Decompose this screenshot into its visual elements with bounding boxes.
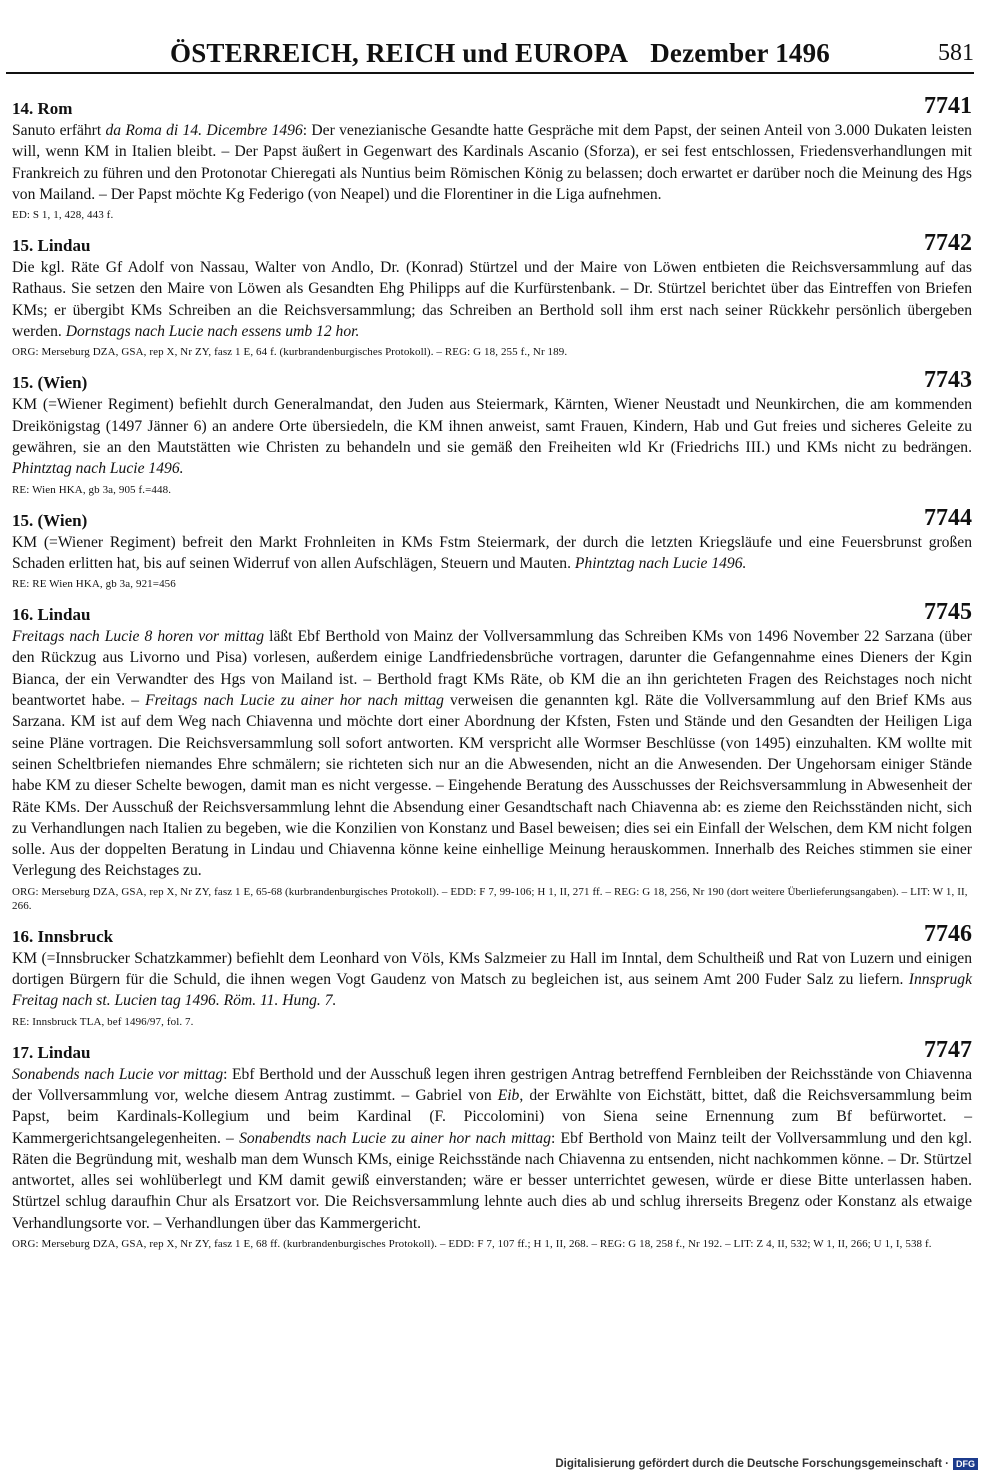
running-title <box>170 38 830 69</box>
entry-text-main: : Ebf Berthold und der Ausschuß legen ihren gestrigen Antrag betreffend Fernbleiben der Reichsstände von Chiavenna der Vollversammlung vor, welche diesem Antrag zustimmt. – Gabriel von <box>12 1065 972 1104</box>
entry-number: 7743 <box>924 367 972 394</box>
entry-7744 <box>12 504 972 592</box>
header-rule <box>6 72 974 74</box>
header-title: ÖSTERREICH, REICH und EUROPA <box>170 38 629 68</box>
entry-7743 <box>12 367 972 496</box>
entry-date: 16. Lindau <box>12 605 91 625</box>
entry-7746 <box>12 920 972 1029</box>
entry-7742 <box>12 230 972 359</box>
entry-source: RE: Innsbruck TLA, bef 1496/97, fol. 7. <box>12 1015 194 1028</box>
entry-date-phrase-2: Sonabendts nach Lucie zu ainer hor nach mittag <box>239 1129 552 1147</box>
entry-date-phrase: Phintztag nach Lucie 1496. <box>574 554 747 572</box>
entry-7747 <box>12 1036 973 1251</box>
entry-text-main: : Der venezianische Gesandte hatte Gespräche mit dem Papst, der seinen Anteil von 3.000 Dukaten leisten will, wenn KM in Italien bleibt. – Der Papst äußert in Gegenwart des Kardinals Ascanio (Sforza), er sei fest entschlossen, Friedensverhandlungen mit Frankreich zu führen und den Protonotar Chieregati als Nuntius beim Römischen König zu belassen; doch erwartet er darüber noch die Meinung des Hgs von Mailand. – Der Papst möchte Kg Federigo (von Neapel) und die Florentiner in die Liga aufnehmen. <box>12 122 972 203</box>
entry-date: 14. Rom <box>12 99 73 118</box>
entry-date-phrase: da Roma di 14. Dicembre 1496 <box>105 122 303 139</box>
entry-text <box>12 394 972 479</box>
entry-date: 16. Innsbruck <box>12 926 114 946</box>
entry-text-main: KM (=Wiener Regiment) befiehlt durch Generalmandat, den Juden aus Steiermark, Kärnten, Wiener Neustadt und Neunkirchen, die am kommenden Dreikönigstag (1497 Jänner 6) an andere Orte übersiedeln, die KM ihnen anweist, samt Frauen, Kindern, Hab und Gut freies und sicheres Geleite zu gewähren, sie an den Mautstätten wie Christen zu behandeln und sie gemäß den Freiheiten wld Kr (Friedrichs III.) und KMs nicht zu bedrängen. <box>12 396 972 456</box>
entry-source: RE: RE Wien HKA, gb 3a, 921=456 <box>12 578 176 591</box>
entry-text-cont: verweisen die genannten kgl. Räte die Vollversammlung auf den Brief KMs aus Sarzana. KM ist auf dem Weg nach Chiavenna und möchte dort einer Abordnung der Kfsten, Fsten und Stände und den Gesandten der Heiligen Liga seine Pläne vortragen. Die Reichsversammlung soll sofort antworten. KM verspricht alle Wormser Beschlüsse (von 1495) einzuhalten. KM wollte mit seinen Scheltbriefen niemandes Ehre schmälern; sie richteten sich nur an die Abwesenden, nicht an die Anwesenden. Der Ungehorsam einiger Stände habe KM zu dieser Schelte bewogen, damit man es nicht vergesse. – Eingehende Beratung des Ausschusses der Reichsversammlung in Abwesenheit der Räte KMs. Der Ausschuß der Reichsversammlung lehnt die Absendung einer Gesandtschaft nach Chiavenna ab: es zieme den Reichsständen nicht, sich zu Verhandlungen nach Italien zu begeben, wie die Konzilien von Konstanz und Basel beweisen; dies sei ein Einfall der Welschen, dem KM nicht folgen solle. Aus der doppelten Beratung in Lindau und Chiavenna könne keine einhellige Meinung herauskommen. Innerhalb des Reiches stimmen sie einer Verlegung des Reichstages zu. <box>12 692 973 880</box>
entry-date-phrase: Dornstags nach Lucie nach essens umb 12 hor. <box>65 323 360 341</box>
entry-text <box>12 1064 972 1234</box>
entry-number: 7742 <box>924 230 972 257</box>
entry-text-main: KM (=Innsbrucker Schatzkammer) befiehlt dem Leonhard von Völs, KMs Salzmeier zu Hall im Inntal, dem Schultheiß und Rat von Luzern und einigen dortigen Bürgern für die Schuld, die ihnen wegen Vogt Gaudenz von Matsch zu begleichen ist, aus seinem Amt 200 Fuder Salz zu liefern. <box>12 949 972 989</box>
entry-source: ED: S 1, 1, 428, 443 f. <box>12 209 114 222</box>
entries-list <box>12 93 973 1262</box>
entry-text <box>12 257 972 342</box>
entry-date: 17. Lindau <box>12 1042 91 1062</box>
entry-text <box>12 626 972 882</box>
entry-date-phrase: Sonabends nach Lucie vor mittag <box>12 1065 224 1083</box>
entry-date: 15. (Wien) <box>12 510 88 530</box>
entry-text-main: Die kgl. Räte Gf Adolf von Nassau, Walter von Andlo, Dr. (Konrad) Stürtzel und der Maire von Löwen entbieten die Reichsversammlung auf das Rathaus. Sie setzen den Maire von Löwen als Gesandten Ehg Philipps auf die Kurfürstenbank. – Dr. Stürtzel berichtet über das Eintreffen von Briefen KMs; er übergibt KMs Schreiben an die Reichsversammlung; das Schreiben an Berthold soll ihm erst nach seiner Rückkehr persönlich übergeben werden. <box>12 259 972 341</box>
entry-text-cont: , der Erwählte von Eichstätt, bittet, daß die Reichsversammlung beim Papst, beim Kardinals-Kollegium und beim Kardinal (F. Piccolomini) von Siena seine Ernennung zum Bf befürwortet. – Kammergerichtsangelegenheiten. – <box>12 1086 973 1147</box>
entry-number: 7745 <box>924 599 972 626</box>
entry-number: 7744 <box>924 504 972 531</box>
entry-date: 15. (Wien) <box>12 373 88 393</box>
entry-date: 15. Lindau <box>12 236 91 256</box>
entry-date-phrase: Freitags nach Lucie 8 horen vor mittag <box>12 628 265 646</box>
entry-date-phrase: Innsprugk Freitag nach st. Lucien tag 1496. Röm. 11. Hung. 7. <box>12 971 972 1010</box>
entry-text-main: läßt Ebf Berthold von Mainz der Vollversammlung das Schreiben KMs von 1496 November 22 Sarzana (über den Rückzug aus Livorno und Pisa) vorlesen, außerdem einige Landfriedensbrüche vortragen, darunter die Gefangennahme eines Dieners der Kgin Bianca, der ein Verwandter des Hgs von Mailand ist. – Berthold fragt KMs Räte, ob KM die an ihn gerichteten Fragen des Reichstages noch nicht beantwortet habe. – <box>12 628 972 710</box>
entry-text <box>12 120 972 205</box>
entry-source: ORG: Merseburg DZA, GSA, rep X, Nr ZY, fasz 1 E, 68 ff. (kurbrandenburgisches Protokoll). – EDD: F 7, 107 ff.; H 1, II, 268. – REG: G 18, 258 f., Nr 192. – LIT: Z 4, II, 532; W 1, II, 266; U 1, I, 538 f. <box>12 1237 932 1250</box>
entry-number: 7747 <box>924 1036 972 1063</box>
footer-text: Digitalisierung gefördert durch die Deutsche Forschungsgemeinschaft · <box>555 1458 949 1471</box>
entry-7745 <box>12 599 973 913</box>
entry-name-italic: Eib <box>497 1086 520 1104</box>
entry-text-main: KM (=Wiener Regiment) befreit den Markt Frohnleiten in KMs Fstm Steiermark, der durch die letzten Kriegsläufe und eine Feuersbrunst großen Schaden erlitten hat, bis auf seinen Widerruf von allen Aufschlägen, Steuern und Mauten. <box>12 533 972 572</box>
entry-date-phrase: Phintztag nach Lucie 1496. <box>12 460 184 478</box>
entry-text <box>12 532 972 575</box>
dfg-logo: DFG <box>953 1458 978 1470</box>
entry-source: ORG: Merseburg DZA, GSA, rep X, Nr ZY, fasz 1 E, 65-68 (kurbrandenburgisches Protokoll). – EDD: F 7, 99-106; H 1, II, 271 ff. – REG: G 18, 256, Nr 190 (dort weitere Überlieferungsangaben). – LIT: W 1, II, 266. <box>12 885 968 912</box>
entry-text-cont-2: : Ebf Berthold von Mainz teilt der Vollversammlung und den kgl. Räten die Begründung mit, weshalb man dem Wunsch KMs, einige Reichsstände nach Chiavenna zu entsenden, nicht nachkommen könne. – Dr. Stürtzel antwortet, alles sei wohlüberlegt und KM damit gewiß einverstanden; wäre er besser unterrichtet gewesen, würde er diese Bitte unterlassen haben. Stürtzel schlug daraufhin Chur als Ersatzort vor. Die Reichsversammlung lehnte auch dies ab und schlug ihrerseits Bregenz oder Konstanz als etwaige Verhandlungsorte vor. – Verhandlungen über das Kammergericht. <box>12 1129 972 1232</box>
running-header <box>0 38 1000 72</box>
digitization-credit <box>555 1458 978 1470</box>
entry-number: 7746 <box>924 920 972 947</box>
entry-source: ORG: Merseburg DZA, GSA, rep X, Nr ZY, fasz 1 E, 64 f. (kurbrandenburgisches Protokoll). – REG: G 18, 255 f., Nr 189. <box>12 346 568 359</box>
header-date: Dezember 1496 <box>650 38 831 68</box>
page-number: 581 <box>938 40 974 66</box>
entry-text <box>12 948 972 1012</box>
entry-number: 7741 <box>924 93 972 119</box>
entry-date-phrase-2: Freitags nach Lucie zu ainer hor nach mittag <box>145 692 444 710</box>
entry-source: RE: Wien HKA, gb 3a, 905 f.=448. <box>12 483 172 496</box>
entry-7741 <box>12 93 972 222</box>
entry-text-lead: Sanuto erfährt <box>12 122 106 139</box>
